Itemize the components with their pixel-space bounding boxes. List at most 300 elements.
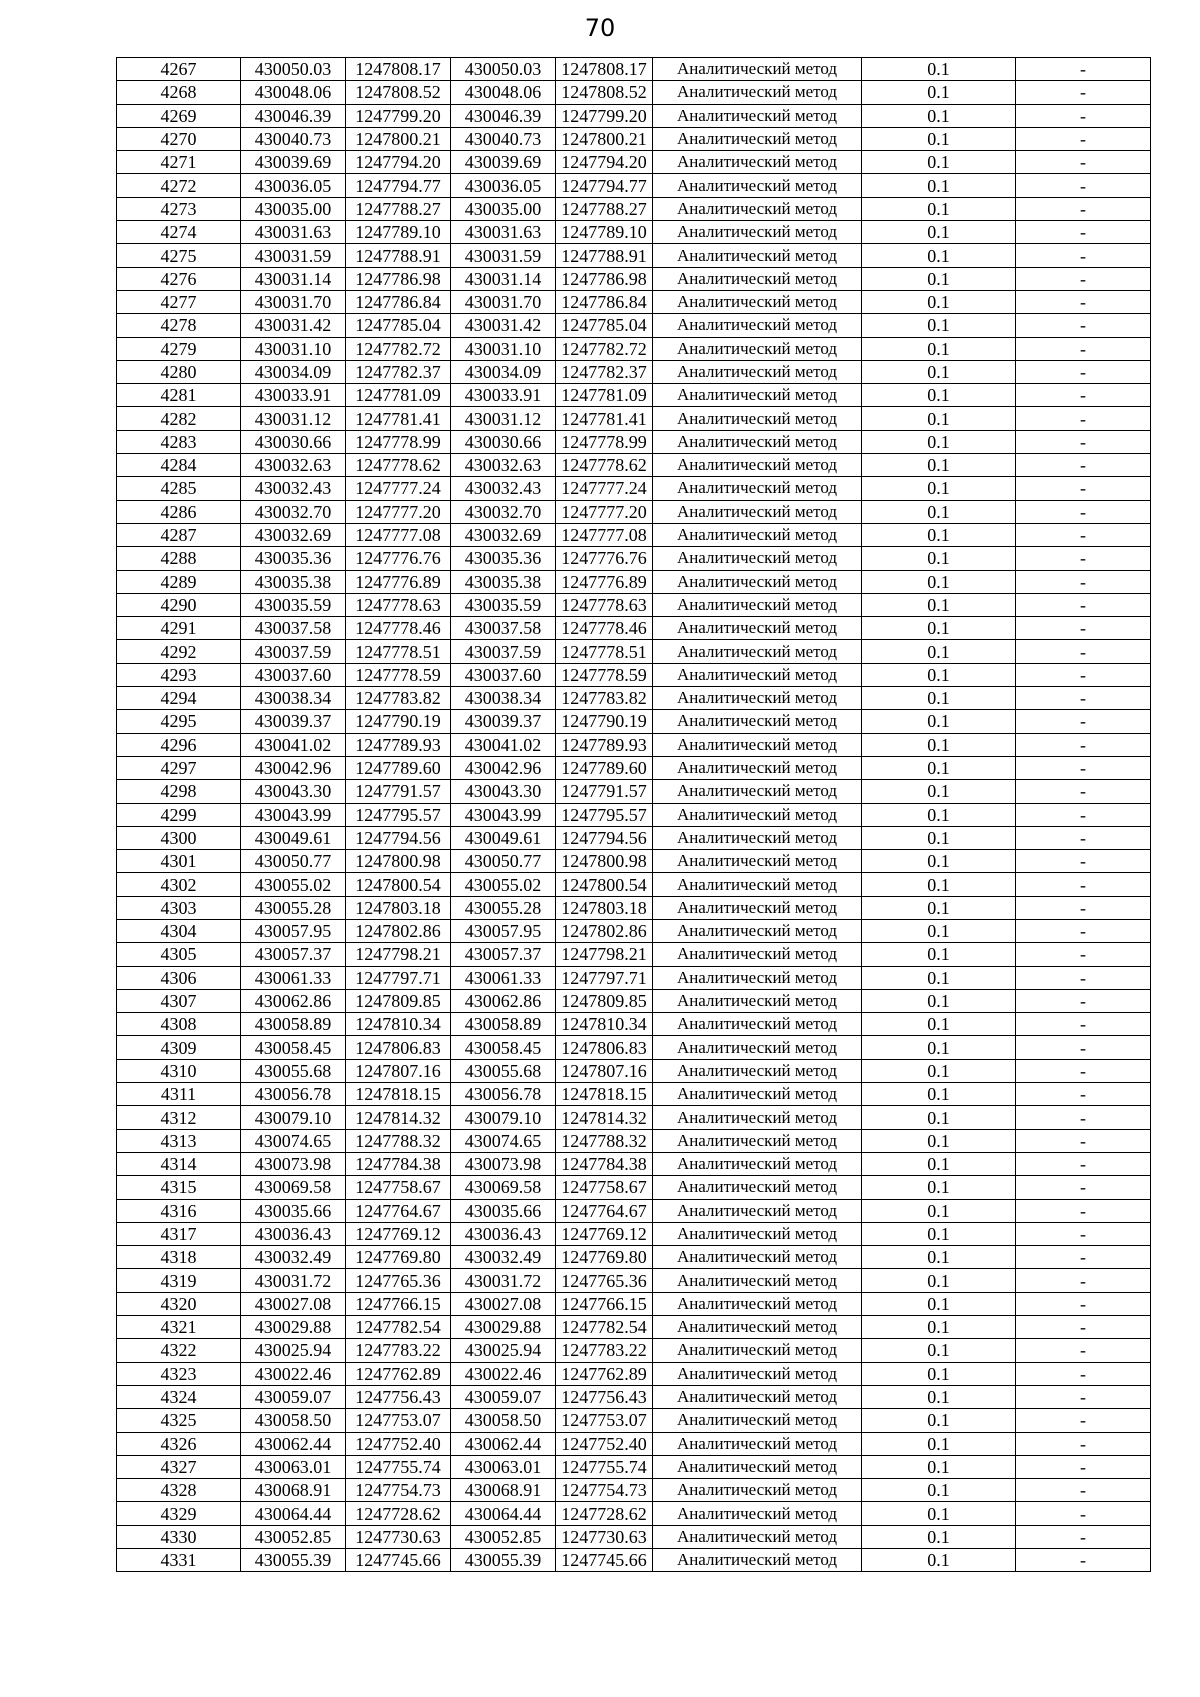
cell-x-original: 430031.10 — [241, 337, 346, 360]
cell-x-new: 430052.85 — [451, 1525, 556, 1548]
cell-x-original: 430029.88 — [241, 1316, 346, 1339]
cell-note: - — [1016, 127, 1151, 150]
cell-note: - — [1016, 360, 1151, 383]
cell-method: Аналитический метод — [653, 989, 862, 1012]
cell-accuracy: 0.1 — [862, 547, 1016, 570]
cell-accuracy: 0.1 — [862, 407, 1016, 430]
cell-y-new: 1247794.77 — [556, 174, 653, 197]
cell-y-original: 1247809.85 — [346, 989, 451, 1012]
table-row — [117, 826, 1151, 849]
cell-y-new: 1247789.60 — [556, 756, 653, 779]
cell-x-new: 430036.05 — [451, 174, 556, 197]
cell-x-new: 430050.03 — [451, 58, 556, 81]
cell-y-original: 1247788.91 — [346, 244, 451, 267]
cell-method: Аналитический метод — [653, 1432, 862, 1455]
cell-accuracy: 0.1 — [862, 733, 1016, 756]
cell-y-original: 1247782.72 — [346, 337, 451, 360]
cell-point-number: 4283 — [117, 430, 241, 453]
cell-accuracy: 0.1 — [862, 1222, 1016, 1245]
cell-note: - — [1016, 267, 1151, 290]
cell-accuracy: 0.1 — [862, 1502, 1016, 1525]
cell-y-original: 1247762.89 — [346, 1362, 451, 1385]
cell-method: Аналитический метод — [653, 1292, 862, 1315]
cell-accuracy: 0.1 — [862, 896, 1016, 919]
cell-x-original: 430048.06 — [241, 81, 346, 104]
cell-x-original: 430063.01 — [241, 1455, 346, 1478]
cell-x-new: 430057.95 — [451, 919, 556, 942]
cell-y-new: 1247788.32 — [556, 1129, 653, 1152]
cell-y-new: 1247781.41 — [556, 407, 653, 430]
cell-y-new: 1247810.34 — [556, 1013, 653, 1036]
cell-x-new: 430032.63 — [451, 454, 556, 477]
cell-y-new: 1247758.67 — [556, 1176, 653, 1199]
cell-point-number: 4270 — [117, 127, 241, 150]
cell-y-new: 1247764.67 — [556, 1199, 653, 1222]
cell-note: - — [1016, 919, 1151, 942]
cell-note: - — [1016, 640, 1151, 663]
cell-x-original: 430035.38 — [241, 570, 346, 593]
cell-y-original: 1247755.74 — [346, 1455, 451, 1478]
cell-method: Аналитический метод — [653, 290, 862, 313]
cell-y-original: 1247730.63 — [346, 1525, 451, 1548]
cell-x-original: 430032.63 — [241, 454, 346, 477]
table-row — [117, 221, 1151, 244]
cell-y-original: 1247778.63 — [346, 593, 451, 616]
cell-note: - — [1016, 1455, 1151, 1478]
cell-x-original: 430042.96 — [241, 756, 346, 779]
cell-y-original: 1247769.12 — [346, 1222, 451, 1245]
cell-accuracy: 0.1 — [862, 360, 1016, 383]
cell-method: Аналитический метод — [653, 360, 862, 383]
cell-x-new: 430035.38 — [451, 570, 556, 593]
cell-note: - — [1016, 1385, 1151, 1408]
cell-note: - — [1016, 454, 1151, 477]
cell-x-new: 430062.44 — [451, 1432, 556, 1455]
cell-note: - — [1016, 1176, 1151, 1199]
cell-x-original: 430043.99 — [241, 803, 346, 826]
cell-method: Аналитический метод — [653, 454, 862, 477]
cell-x-original: 430052.85 — [241, 1525, 346, 1548]
cell-y-new: 1247753.07 — [556, 1409, 653, 1432]
cell-point-number: 4290 — [117, 593, 241, 616]
table-row — [117, 1455, 1151, 1478]
cell-y-new: 1247794.56 — [556, 826, 653, 849]
cell-accuracy: 0.1 — [862, 687, 1016, 710]
table-body — [117, 58, 1151, 1572]
cell-x-original: 430057.37 — [241, 943, 346, 966]
cell-y-new: 1247752.40 — [556, 1432, 653, 1455]
cell-point-number: 4328 — [117, 1479, 241, 1502]
cell-y-new: 1247786.84 — [556, 290, 653, 313]
cell-point-number: 4288 — [117, 547, 241, 570]
cell-point-number: 4323 — [117, 1362, 241, 1385]
cell-note: - — [1016, 756, 1151, 779]
cell-accuracy: 0.1 — [862, 1316, 1016, 1339]
cell-x-new: 430025.94 — [451, 1339, 556, 1362]
table-row — [117, 803, 1151, 826]
cell-accuracy: 0.1 — [862, 1339, 1016, 1362]
cell-y-new: 1247777.24 — [556, 477, 653, 500]
cell-y-new: 1247790.19 — [556, 710, 653, 733]
cell-note: - — [1016, 81, 1151, 104]
cell-x-new: 430030.66 — [451, 430, 556, 453]
table-row — [117, 430, 1151, 453]
cell-y-new: 1247784.38 — [556, 1152, 653, 1175]
coordinates-table — [116, 57, 1151, 1572]
cell-y-new: 1247728.62 — [556, 1502, 653, 1525]
cell-note: - — [1016, 523, 1151, 546]
cell-method: Аналитический метод — [653, 803, 862, 826]
cell-accuracy: 0.1 — [862, 826, 1016, 849]
table-row — [117, 127, 1151, 150]
cell-accuracy: 0.1 — [862, 850, 1016, 873]
cell-x-original: 430036.05 — [241, 174, 346, 197]
table-row — [117, 1362, 1151, 1385]
cell-point-number: 4273 — [117, 197, 241, 220]
cell-accuracy: 0.1 — [862, 337, 1016, 360]
cell-x-original: 430031.14 — [241, 267, 346, 290]
cell-y-original: 1247789.93 — [346, 733, 451, 756]
cell-y-new: 1247800.98 — [556, 850, 653, 873]
table-row — [117, 756, 1151, 779]
cell-point-number: 4271 — [117, 151, 241, 174]
cell-method: Аналитический метод — [653, 1059, 862, 1082]
cell-x-new: 430031.70 — [451, 290, 556, 313]
cell-y-new: 1247808.17 — [556, 58, 653, 81]
cell-x-original: 430032.70 — [241, 500, 346, 523]
cell-y-new: 1247745.66 — [556, 1549, 653, 1572]
cell-note: - — [1016, 547, 1151, 570]
table-row — [117, 104, 1151, 127]
cell-x-new: 430058.45 — [451, 1036, 556, 1059]
cell-y-original: 1247778.62 — [346, 454, 451, 477]
cell-y-new: 1247800.21 — [556, 127, 653, 150]
cell-y-new: 1247788.27 — [556, 197, 653, 220]
cell-y-new: 1247795.57 — [556, 803, 653, 826]
cell-y-new: 1247730.63 — [556, 1525, 653, 1548]
cell-x-original: 430050.03 — [241, 58, 346, 81]
cell-y-original: 1247803.18 — [346, 896, 451, 919]
cell-note: - — [1016, 1222, 1151, 1245]
cell-y-original: 1247786.98 — [346, 267, 451, 290]
cell-method: Аналитический метод — [653, 617, 862, 640]
table-row — [117, 523, 1151, 546]
table-row — [117, 314, 1151, 337]
cell-x-original: 430038.34 — [241, 687, 346, 710]
table-row — [117, 1385, 1151, 1408]
cell-point-number: 4330 — [117, 1525, 241, 1548]
cell-note: - — [1016, 1432, 1151, 1455]
cell-x-original: 430037.60 — [241, 663, 346, 686]
cell-point-number: 4287 — [117, 523, 241, 546]
cell-y-original: 1247765.36 — [346, 1269, 451, 1292]
cell-x-new: 430035.59 — [451, 593, 556, 616]
cell-note: - — [1016, 1339, 1151, 1362]
table-row — [117, 1036, 1151, 1059]
cell-point-number: 4303 — [117, 896, 241, 919]
cell-x-new: 430037.60 — [451, 663, 556, 686]
cell-method: Аналитический метод — [653, 1269, 862, 1292]
cell-y-original: 1247784.38 — [346, 1152, 451, 1175]
cell-x-original: 430046.39 — [241, 104, 346, 127]
cell-y-original: 1247777.24 — [346, 477, 451, 500]
cell-point-number: 4298 — [117, 780, 241, 803]
cell-method: Аналитический метод — [653, 1106, 862, 1129]
cell-x-original: 430035.59 — [241, 593, 346, 616]
cell-point-number: 4284 — [117, 454, 241, 477]
cell-accuracy: 0.1 — [862, 1432, 1016, 1455]
cell-y-new: 1247781.09 — [556, 384, 653, 407]
cell-accuracy: 0.1 — [862, 104, 1016, 127]
cell-method: Аналитический метод — [653, 1409, 862, 1432]
table-row — [117, 1502, 1151, 1525]
cell-x-original: 430031.70 — [241, 290, 346, 313]
cell-x-original: 430068.91 — [241, 1479, 346, 1502]
cell-note: - — [1016, 966, 1151, 989]
cell-accuracy: 0.1 — [862, 221, 1016, 244]
cell-point-number: 4289 — [117, 570, 241, 593]
cell-accuracy: 0.1 — [862, 1479, 1016, 1502]
cell-x-original: 430031.12 — [241, 407, 346, 430]
table-row — [117, 1432, 1151, 1455]
cell-note: - — [1016, 500, 1151, 523]
cell-method: Аналитический метод — [653, 1083, 862, 1106]
cell-x-new: 430040.73 — [451, 127, 556, 150]
cell-method: Аналитический метод — [653, 1385, 862, 1408]
cell-method: Аналитический метод — [653, 780, 862, 803]
cell-y-new: 1247782.54 — [556, 1316, 653, 1339]
cell-accuracy: 0.1 — [862, 919, 1016, 942]
cell-method: Аналитический метод — [653, 733, 862, 756]
cell-x-new: 430031.63 — [451, 221, 556, 244]
cell-y-new: 1247778.46 — [556, 617, 653, 640]
cell-x-new: 430041.02 — [451, 733, 556, 756]
table-row — [117, 407, 1151, 430]
cell-method: Аналитический метод — [653, 337, 862, 360]
table-row — [117, 1339, 1151, 1362]
cell-accuracy: 0.1 — [862, 197, 1016, 220]
cell-note: - — [1016, 989, 1151, 1012]
cell-x-new: 430022.46 — [451, 1362, 556, 1385]
cell-y-new: 1247777.08 — [556, 523, 653, 546]
cell-note: - — [1016, 1525, 1151, 1548]
cell-y-original: 1247798.21 — [346, 943, 451, 966]
cell-x-original: 430074.65 — [241, 1129, 346, 1152]
cell-accuracy: 0.1 — [862, 290, 1016, 313]
table-row — [117, 966, 1151, 989]
cell-x-original: 430073.98 — [241, 1152, 346, 1175]
cell-point-number: 4281 — [117, 384, 241, 407]
cell-note: - — [1016, 1106, 1151, 1129]
cell-note: - — [1016, 197, 1151, 220]
cell-accuracy: 0.1 — [862, 454, 1016, 477]
table-row — [117, 1129, 1151, 1152]
cell-y-new: 1247783.22 — [556, 1339, 653, 1362]
table-row — [117, 943, 1151, 966]
cell-y-new: 1247818.15 — [556, 1083, 653, 1106]
cell-point-number: 4268 — [117, 81, 241, 104]
cell-y-original: 1247781.09 — [346, 384, 451, 407]
cell-method: Аналитический метод — [653, 593, 862, 616]
cell-x-new: 430037.59 — [451, 640, 556, 663]
table-row — [117, 174, 1151, 197]
cell-accuracy: 0.1 — [862, 710, 1016, 733]
cell-method: Аналитический метод — [653, 244, 862, 267]
cell-x-new: 430032.70 — [451, 500, 556, 523]
cell-method: Аналитический метод — [653, 1176, 862, 1199]
cell-note: - — [1016, 943, 1151, 966]
cell-point-number: 4313 — [117, 1129, 241, 1152]
cell-note: - — [1016, 1152, 1151, 1175]
cell-x-new: 430068.91 — [451, 1479, 556, 1502]
cell-x-new: 430031.72 — [451, 1269, 556, 1292]
cell-point-number: 4308 — [117, 1013, 241, 1036]
cell-accuracy: 0.1 — [862, 384, 1016, 407]
cell-method: Аналитический метод — [653, 174, 862, 197]
cell-x-original: 430079.10 — [241, 1106, 346, 1129]
cell-method: Аналитический метод — [653, 407, 862, 430]
cell-y-original: 1247810.34 — [346, 1013, 451, 1036]
cell-y-new: 1247807.16 — [556, 1059, 653, 1082]
cell-method: Аналитический метод — [653, 919, 862, 942]
cell-point-number: 4279 — [117, 337, 241, 360]
cell-method: Аналитический метод — [653, 943, 862, 966]
cell-method: Аналитический метод — [653, 547, 862, 570]
cell-point-number: 4327 — [117, 1455, 241, 1478]
cell-x-original: 430034.09 — [241, 360, 346, 383]
cell-y-new: 1247803.18 — [556, 896, 653, 919]
table-row — [117, 151, 1151, 174]
cell-x-original: 430035.36 — [241, 547, 346, 570]
cell-y-new: 1247776.76 — [556, 547, 653, 570]
cell-x-new: 430069.58 — [451, 1176, 556, 1199]
cell-point-number: 4314 — [117, 1152, 241, 1175]
cell-method: Аналитический метод — [653, 1479, 862, 1502]
cell-point-number: 4296 — [117, 733, 241, 756]
cell-accuracy: 0.1 — [862, 989, 1016, 1012]
cell-y-original: 1247783.22 — [346, 1339, 451, 1362]
cell-y-original: 1247791.57 — [346, 780, 451, 803]
cell-y-original: 1247789.60 — [346, 756, 451, 779]
cell-point-number: 4274 — [117, 221, 241, 244]
cell-accuracy: 0.1 — [862, 430, 1016, 453]
cell-point-number: 4300 — [117, 826, 241, 849]
cell-accuracy: 0.1 — [862, 1292, 1016, 1315]
cell-y-new: 1247778.63 — [556, 593, 653, 616]
cell-method: Аналитический метод — [653, 1152, 862, 1175]
cell-point-number: 4331 — [117, 1549, 241, 1572]
table-row — [117, 360, 1151, 383]
cell-accuracy: 0.1 — [862, 1269, 1016, 1292]
cell-x-original: 430032.49 — [241, 1246, 346, 1269]
table-row — [117, 477, 1151, 500]
cell-method: Аналитический метод — [653, 1502, 862, 1525]
cell-note: - — [1016, 1362, 1151, 1385]
cell-y-original: 1247797.71 — [346, 966, 451, 989]
cell-x-original: 430031.72 — [241, 1269, 346, 1292]
cell-y-new: 1247798.21 — [556, 943, 653, 966]
cell-accuracy: 0.1 — [862, 1013, 1016, 1036]
cell-method: Аналитический метод — [653, 640, 862, 663]
cell-accuracy: 0.1 — [862, 1409, 1016, 1432]
cell-point-number: 4311 — [117, 1083, 241, 1106]
cell-x-new: 430046.39 — [451, 104, 556, 127]
cell-y-new: 1247806.83 — [556, 1036, 653, 1059]
table-row — [117, 663, 1151, 686]
cell-x-new: 430043.30 — [451, 780, 556, 803]
cell-accuracy: 0.1 — [862, 244, 1016, 267]
cell-x-new: 430055.02 — [451, 873, 556, 896]
cell-y-original: 1247789.10 — [346, 221, 451, 244]
cell-method: Аналитический метод — [653, 1246, 862, 1269]
cell-point-number: 4294 — [117, 687, 241, 710]
cell-x-original: 430037.58 — [241, 617, 346, 640]
cell-note: - — [1016, 1129, 1151, 1152]
cell-method: Аналитический метод — [653, 873, 862, 896]
cell-x-original: 430064.44 — [241, 1502, 346, 1525]
cell-x-new: 430043.99 — [451, 803, 556, 826]
cell-note: - — [1016, 290, 1151, 313]
cell-y-original: 1247818.15 — [346, 1083, 451, 1106]
cell-x-new: 430059.07 — [451, 1385, 556, 1408]
cell-point-number: 4329 — [117, 1502, 241, 1525]
cell-point-number: 4318 — [117, 1246, 241, 1269]
cell-accuracy: 0.1 — [862, 1199, 1016, 1222]
cell-note: - — [1016, 803, 1151, 826]
cell-y-original: 1247777.08 — [346, 523, 451, 546]
cell-method: Аналитический метод — [653, 58, 862, 81]
cell-note: - — [1016, 1316, 1151, 1339]
table-row — [117, 1083, 1151, 1106]
cell-x-original: 430056.78 — [241, 1083, 346, 1106]
table-row — [117, 989, 1151, 1012]
cell-y-new: 1247809.85 — [556, 989, 653, 1012]
cell-accuracy: 0.1 — [862, 943, 1016, 966]
cell-y-new: 1247766.15 — [556, 1292, 653, 1315]
cell-method: Аналитический метод — [653, 81, 862, 104]
cell-method: Аналитический метод — [653, 1013, 862, 1036]
table-row — [117, 1316, 1151, 1339]
cell-method: Аналитический метод — [653, 896, 862, 919]
cell-accuracy: 0.1 — [862, 58, 1016, 81]
cell-point-number: 4285 — [117, 477, 241, 500]
cell-accuracy: 0.1 — [862, 593, 1016, 616]
cell-x-original: 430041.02 — [241, 733, 346, 756]
cell-y-original: 1247794.20 — [346, 151, 451, 174]
cell-y-new: 1247814.32 — [556, 1106, 653, 1129]
cell-y-original: 1247800.98 — [346, 850, 451, 873]
cell-method: Аналитический метод — [653, 663, 862, 686]
cell-y-new: 1247789.93 — [556, 733, 653, 756]
cell-accuracy: 0.1 — [862, 570, 1016, 593]
cell-point-number: 4304 — [117, 919, 241, 942]
cell-x-original: 430031.59 — [241, 244, 346, 267]
cell-accuracy: 0.1 — [862, 500, 1016, 523]
cell-point-number: 4309 — [117, 1036, 241, 1059]
cell-x-original: 430058.50 — [241, 1409, 346, 1432]
cell-x-new: 430042.96 — [451, 756, 556, 779]
cell-y-original: 1247781.41 — [346, 407, 451, 430]
cell-method: Аналитический метод — [653, 1129, 862, 1152]
cell-method: Аналитический метод — [653, 966, 862, 989]
cell-method: Аналитический метод — [653, 314, 862, 337]
cell-y-new: 1247782.37 — [556, 360, 653, 383]
cell-point-number: 4291 — [117, 617, 241, 640]
cell-method: Аналитический метод — [653, 267, 862, 290]
cell-point-number: 4324 — [117, 1385, 241, 1408]
cell-accuracy: 0.1 — [862, 523, 1016, 546]
cell-x-original: 430057.95 — [241, 919, 346, 942]
